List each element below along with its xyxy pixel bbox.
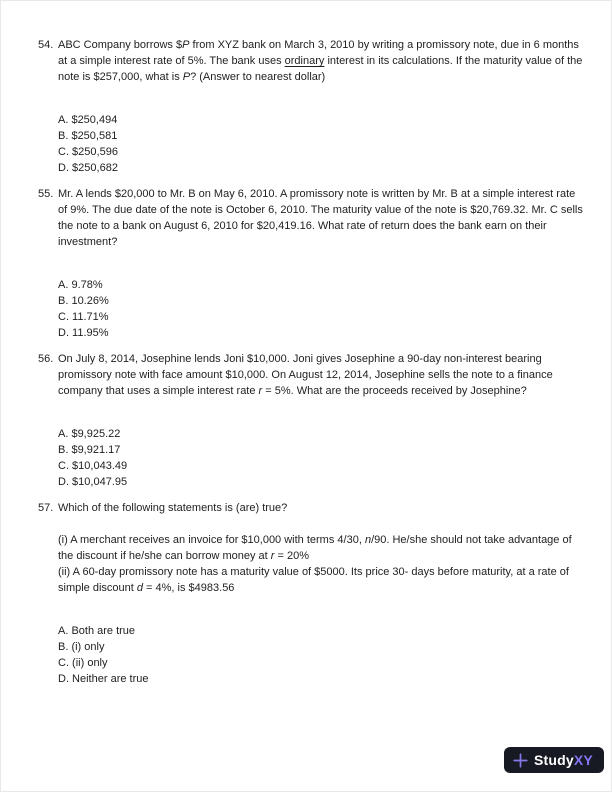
text-segment: ABC Company borrows $ [58, 39, 183, 51]
options [58, 277, 585, 341]
question-text [58, 37, 585, 85]
question [38, 186, 583, 341]
text-segment: P [182, 39, 190, 51]
question-list [1, 1, 611, 687]
plus-icon [513, 753, 528, 768]
question-body [58, 186, 585, 341]
answer-option: A. $250,494 [58, 114, 118, 126]
options [58, 623, 585, 687]
answer-option: B. 10.26% [58, 295, 109, 307]
text-segment: (ii) A 60-day promissory note has a maturity value of $5000. Its price 30- days before maturity, at a rate of simple discount [58, 566, 569, 594]
answer-option: C. (ii) only [58, 657, 108, 669]
logo-text-accent: XY [573, 752, 593, 768]
text-segment: ordinary [284, 55, 325, 67]
text-segment: r [258, 385, 263, 397]
answer-option: A. Both are true [58, 625, 136, 637]
question-body [58, 37, 585, 176]
question-number: 57. [38, 502, 54, 514]
answer-option: C. $10,043.49 [58, 460, 128, 472]
question-number: 54. [38, 39, 54, 51]
question-text [58, 351, 585, 399]
logo-text-primary: Study [534, 752, 574, 768]
answer-option: B. $250,581 [58, 130, 118, 142]
question-body [58, 500, 585, 687]
answer-option: A. 9.78% [58, 279, 103, 291]
answer-option: B. (i) only [58, 641, 105, 653]
text-segment: r [270, 550, 275, 562]
answer-option: C. 11.71% [58, 311, 109, 323]
text-segment: from XYZ bank on March 3, 2010 by writing a promissory note, due in 6 months at a simple interest rate of 5%. The bank uses [58, 39, 579, 67]
answer-option: B. $9,921.17 [58, 444, 121, 456]
question-text [58, 186, 585, 250]
statement-line [58, 564, 585, 596]
options [58, 426, 585, 490]
statement-line [58, 532, 585, 564]
answer-option: C. $250,596 [58, 146, 118, 158]
text-segment: = 5%. What are the proceeds received by Josephine? [262, 385, 527, 397]
question-text [58, 500, 585, 516]
text-segment: = 4%, is $4983.56 [143, 582, 235, 594]
text-segment: n [364, 534, 372, 546]
answer-option: D. $250,682 [58, 162, 118, 174]
question [38, 500, 583, 687]
question-statements [58, 532, 585, 596]
text-segment: Mr. A lends $20,000 to Mr. B on May 6, 2010. A promissory note is written by Mr. B at a simple interest rate of 9%. The due date of the note is October 6, 2010. The maturity value of the note is $20,769.32. Mr. C sells the note to a bank on August 6, 2010 for $20,419.16. What rate of return does the bank earn on their investment? [58, 188, 583, 248]
options [58, 112, 585, 176]
question [38, 37, 583, 176]
answer-option: D. Neither are true [58, 673, 149, 685]
text-segment: P [182, 71, 191, 83]
text-segment: = 20% [274, 550, 310, 562]
text-segment: d [136, 582, 143, 594]
logo-text [534, 752, 593, 768]
question-number: 56. [38, 353, 54, 365]
studyxy-logo-badge [504, 747, 604, 773]
text-segment: On July 8, 2014, Josephine lends Joni $10,000. Joni gives Josephine a 90-day non-interest bearing promissory note with face amount $10,000. On August 12, 2014, Josephine sells the note to a finance company that uses a simple interest rate [58, 353, 553, 397]
answer-option: D. 11.95% [58, 327, 109, 339]
answer-option: D. $10,047.95 [58, 476, 128, 488]
text-segment: ? (Answer to nearest dollar) [190, 71, 326, 83]
question [38, 351, 583, 490]
question-number: 55. [38, 188, 54, 200]
text-segment: interest in its calculations. If the maturity value of the note is $257,000, what is [58, 55, 583, 83]
text-segment: /90. He/she should not take advantage of the discount if he/she can borrow money at [58, 534, 572, 562]
answer-option: A. $9,925.22 [58, 428, 121, 440]
text-segment: (i) A merchant receives an invoice for $10,000 with terms 4/30, [58, 534, 365, 546]
question-body [58, 351, 585, 490]
text-segment: Which of the following statements is (are) true? [58, 502, 288, 514]
